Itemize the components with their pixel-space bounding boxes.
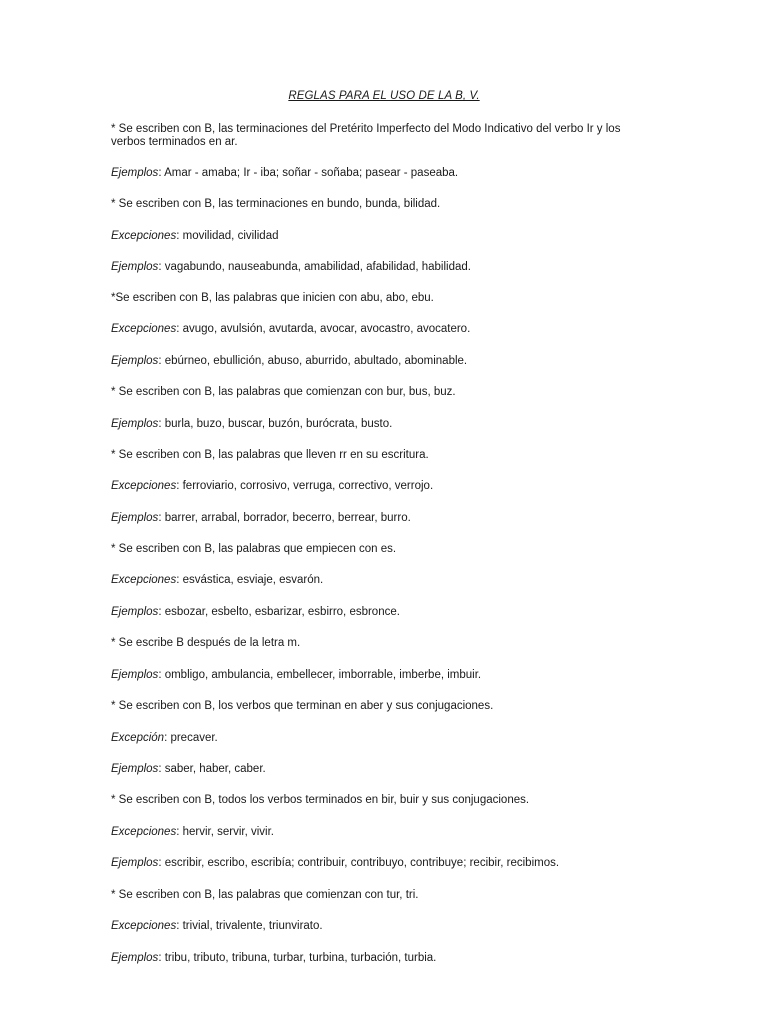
paragraph-label: Excepciones — [111, 920, 177, 932]
paragraph-label: Ejemplos — [111, 606, 159, 618]
rule-paragraph — [111, 543, 651, 556]
rule-paragraph — [111, 794, 651, 807]
rule-paragraph — [111, 449, 651, 462]
paragraph-label: Ejemplos — [111, 167, 159, 179]
paragraph-text: : ebúrneo, ebullición, abuso, aburrido, abultado, abominable. — [158, 355, 468, 367]
rule-paragraph — [111, 292, 651, 305]
exception-paragraph — [111, 480, 651, 493]
paragraph-text: : tribu, tributo, tribuna, turbar, turbina, turbación, turbia. — [158, 952, 437, 964]
paragraph-label: Ejemplos — [111, 952, 159, 964]
example-paragraph — [111, 763, 651, 776]
exception-paragraph — [111, 323, 651, 336]
example-paragraph — [111, 512, 651, 525]
rule-paragraph — [111, 889, 651, 902]
exception-paragraph — [111, 826, 651, 839]
paragraph-label: Ejemplos — [111, 857, 159, 869]
paragraph-text: * Se escriben con B, los verbos que terminan en aber y sus conjugaciones. — [111, 700, 494, 712]
paragraph-text: : barrer, arrabal, borrador, becerro, berrear, burro. — [158, 512, 411, 524]
paragraph-text: * Se escriben con B, las palabras que empiecen con es. — [111, 543, 397, 555]
paragraph-text: : ombligo, ambulancia, embellecer, imborrable, imberbe, imbuir. — [158, 669, 482, 681]
paragraph-text: : burla, buzo, buscar, buzón, burócrata, busto. — [158, 418, 393, 430]
example-paragraph — [111, 261, 651, 274]
paragraph-label: Excepciones — [111, 230, 177, 242]
paragraph-text: *Se escriben con B, las palabras que inicien con abu, abo, ebu. — [111, 292, 434, 304]
paragraph-text: : vagabundo, nauseabunda, amabilidad, afabilidad, habilidad. — [158, 261, 471, 273]
paragraph-text: : escribir, escribo, escribía; contribuir, contribuyo, contribuye; recibir, recibimos. — [158, 857, 560, 869]
paragraph-text: : movilidad, civilidad — [176, 230, 279, 242]
paragraph-text: : esvástica, esviaje, esvarón. — [176, 574, 324, 586]
paragraph-label: Excepciones — [111, 574, 177, 586]
paragraph-text: * Se escriben con B, las terminaciones en bundo, bunda, bilidad. — [111, 198, 441, 210]
paragraph-text: * Se escriben con B, las palabras que comienzan con tur, tri. — [111, 889, 419, 901]
paragraph-label: Excepciones — [111, 480, 177, 492]
paragraph-label: Excepción — [111, 732, 165, 744]
paragraph-text: : trivial, trivalente, triunvirato. — [176, 920, 323, 932]
paragraph-text: : saber, haber, caber. — [158, 763, 266, 775]
paragraph-text: : avugo, avulsión, avutarda, avocar, avocastro, avocatero. — [176, 323, 471, 335]
paragraph-label: Ejemplos — [111, 763, 159, 775]
rule-paragraph — [111, 637, 651, 650]
rule-paragraph — [111, 123, 651, 149]
paragraph-label: Ejemplos — [111, 261, 159, 273]
exception-paragraph — [111, 732, 651, 745]
paragraph-text: * Se escriben con B, las terminaciones del Pretérito Imperfecto del Modo Indicativo del verbo Ir y los verbos terminados en ar. — [111, 123, 621, 148]
paragraph-text: * Se escriben con B, las palabras que comienzan con bur, bus, buz. — [111, 386, 456, 398]
paragraph-label: Excepciones — [111, 323, 177, 335]
example-paragraph — [111, 669, 651, 682]
example-paragraph — [111, 167, 651, 180]
paragraph-label: Ejemplos — [111, 669, 159, 681]
rule-paragraph — [111, 700, 651, 713]
paragraph-text: : precaver. — [164, 732, 218, 744]
example-paragraph — [111, 606, 651, 619]
document-title: REGLAS PARA EL USO DE LA B, V. — [288, 90, 480, 102]
paragraph-text: : hervir, servir, vivir. — [176, 826, 274, 838]
rule-paragraph — [111, 386, 651, 399]
paragraph-text: * Se escriben con B, las palabras que lleven rr en su escritura. — [111, 449, 429, 461]
paragraph-label: Ejemplos — [111, 418, 159, 430]
paragraph-text: : ferroviario, corrosivo, verruga, correctivo, verrojo. — [176, 480, 434, 492]
paragraph-text: : Amar - amaba; Ir - iba; soñar - soñaba; pasear - paseaba. — [158, 167, 459, 179]
example-paragraph — [111, 418, 651, 431]
paragraph-text: * Se escribe B después de la letra m. — [111, 637, 301, 649]
exception-paragraph — [111, 920, 651, 933]
paragraph-text: * Se escriben con B, todos los verbos terminados en bir, buir y sus conjugaciones. — [111, 794, 530, 806]
example-paragraph — [111, 857, 651, 870]
paragraph-label: Excepciones — [111, 826, 177, 838]
paragraph-label: Ejemplos — [111, 512, 159, 524]
paragraph-text: : esbozar, esbelto, esbarizar, esbirro, esbronce. — [158, 606, 400, 618]
paragraph-label: Ejemplos — [111, 355, 159, 367]
exception-paragraph — [111, 230, 651, 243]
rule-paragraph — [111, 198, 651, 211]
exception-paragraph — [111, 574, 651, 587]
example-paragraph — [111, 355, 651, 368]
example-paragraph — [111, 952, 651, 965]
